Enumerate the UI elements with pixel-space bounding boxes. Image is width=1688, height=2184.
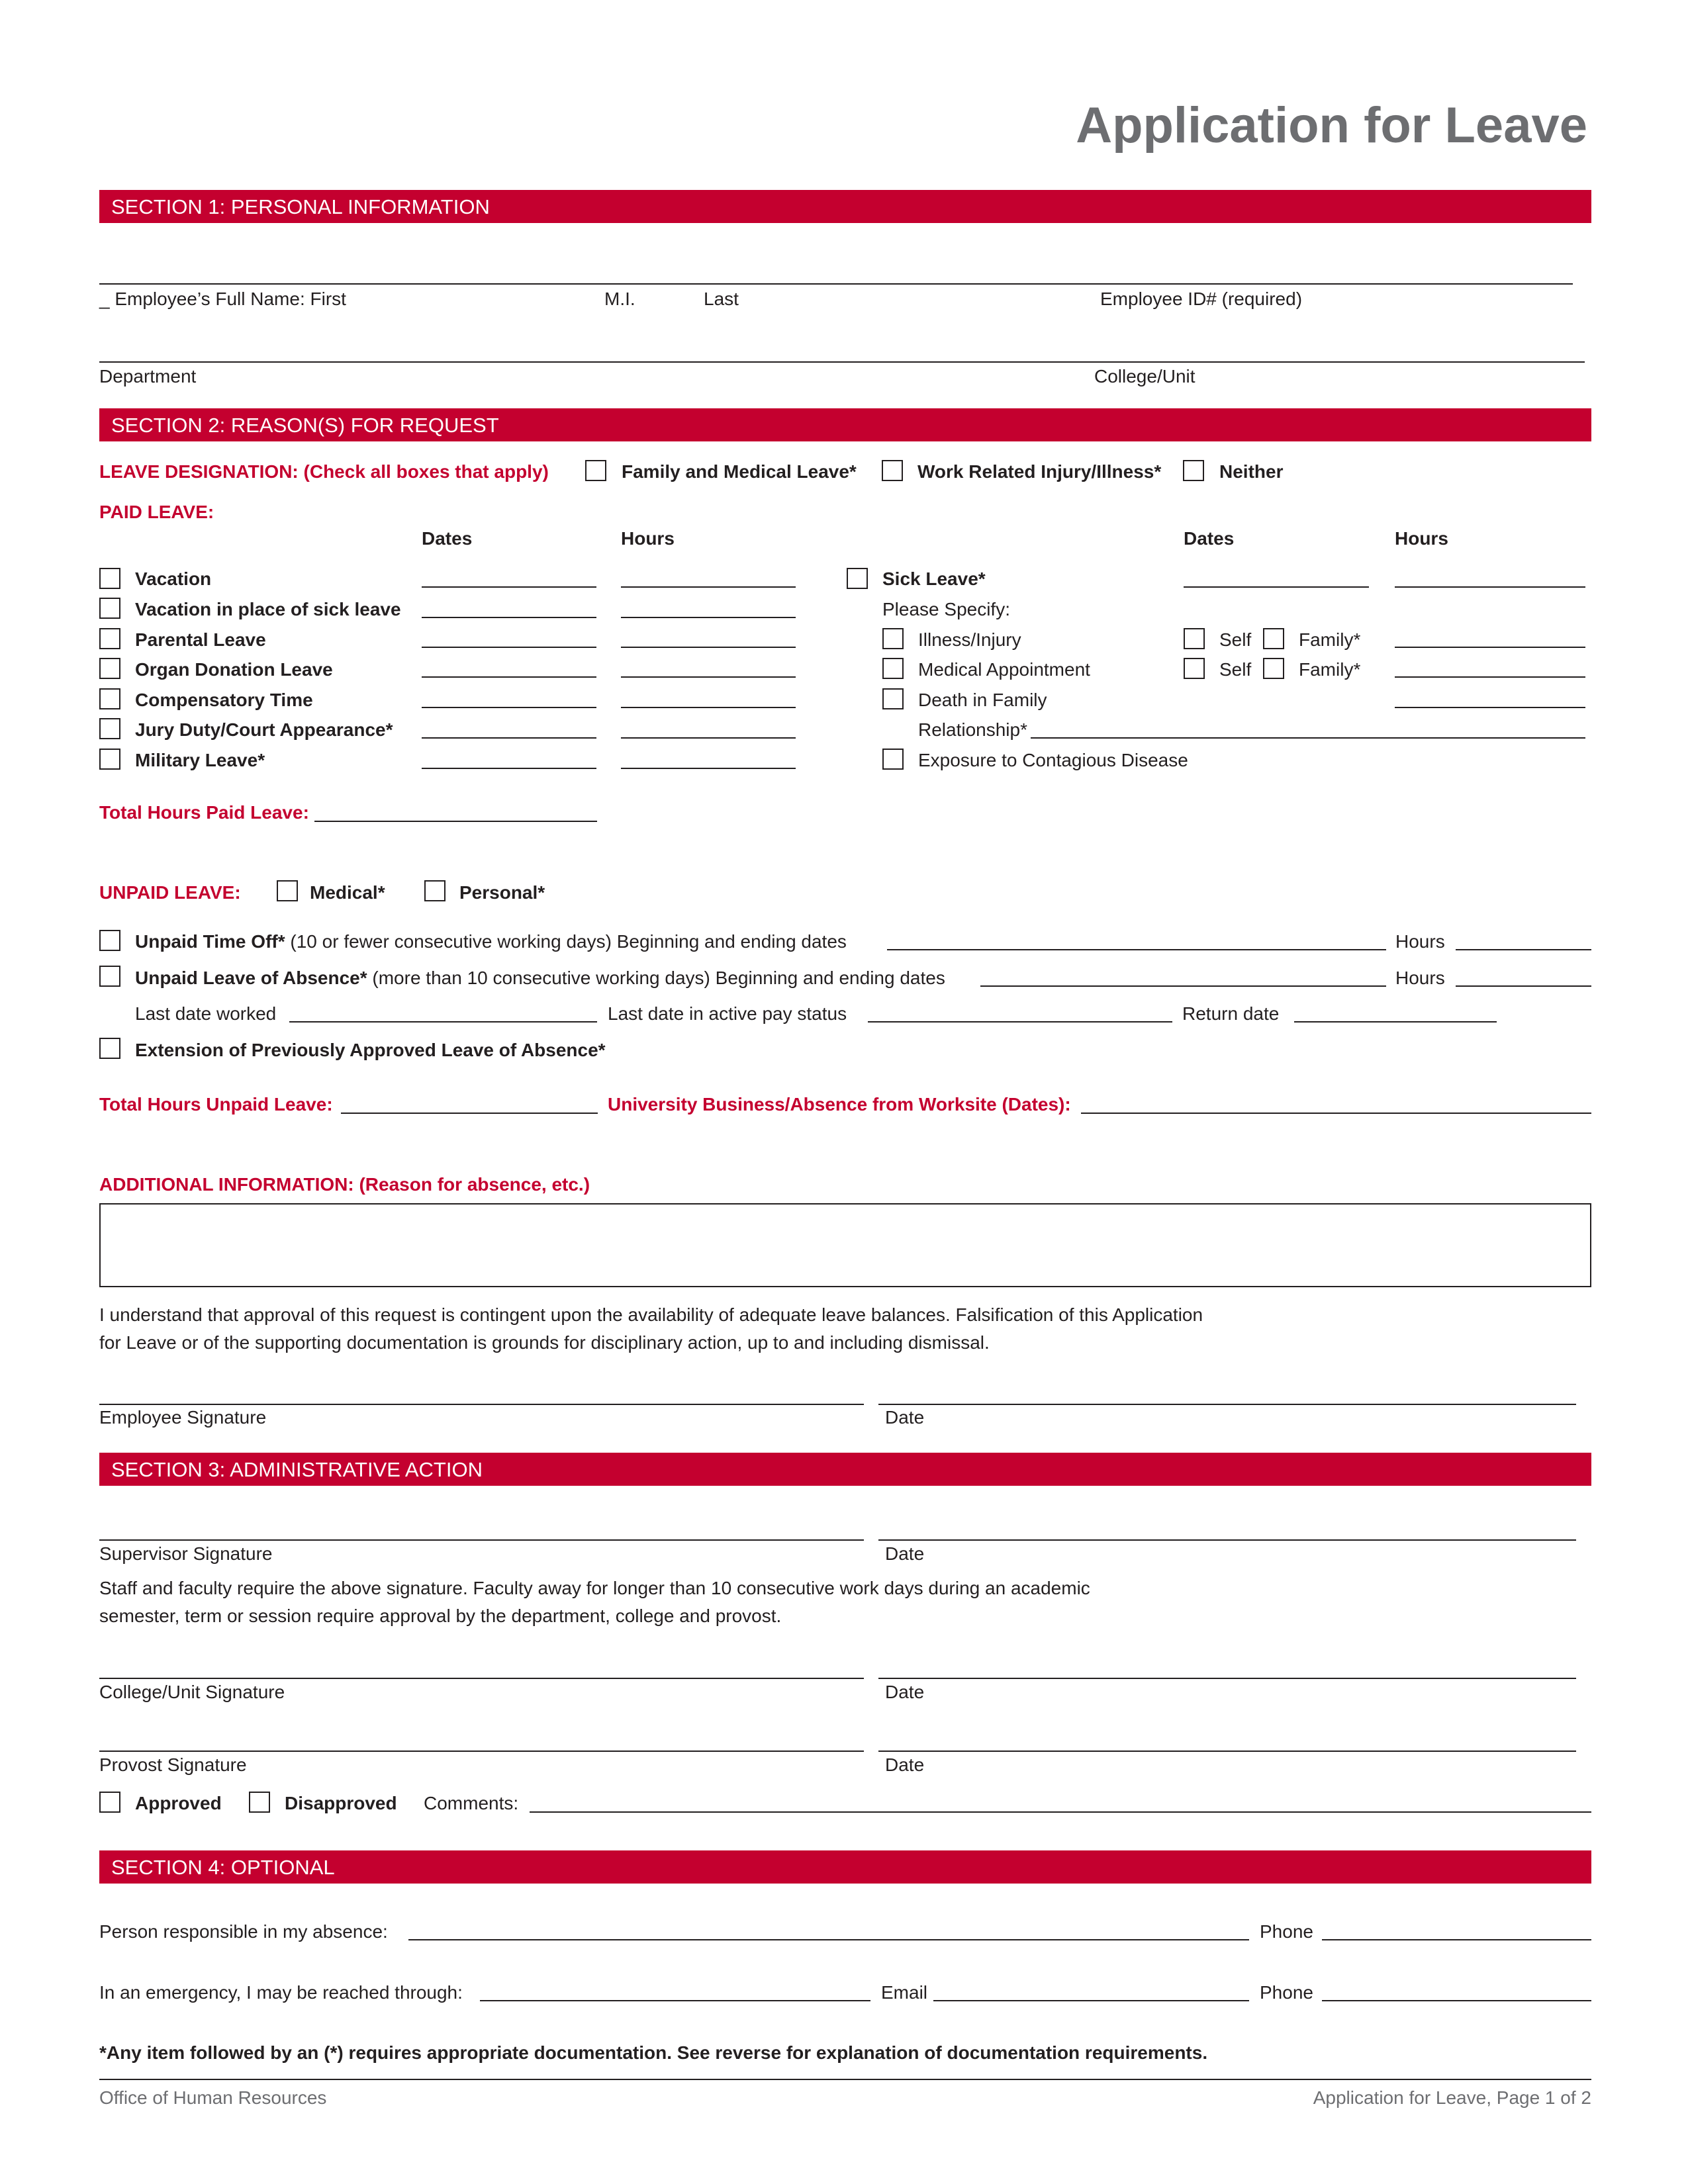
emergency-label: In an emergency, I may be reached through: <box>99 1982 463 2003</box>
department-line <box>99 361 1585 363</box>
illness-self-label: Self <box>1219 629 1252 650</box>
faculty-note-line-1: Staff and faculty require the above signature. Faculty away for longer than 10 consecutive work days during an academic <box>99 1578 1090 1598</box>
mi-label: M.I. <box>604 289 635 309</box>
total-unpaid-label: Total Hours Unpaid Leave: <box>99 1094 333 1115</box>
name-line <box>99 283 1573 285</box>
college-signature-line[interactable] <box>99 1678 864 1679</box>
medical-family-checkbox[interactable] <box>1263 658 1284 679</box>
section-2-header <box>99 408 1591 441</box>
section-4-title: SECTION 4: OPTIONAL <box>111 1856 335 1879</box>
acknowledgement-line-1: I understand that approval of this request is contingent upon the availability of adequate leave balances. Falsification of this Application <box>99 1304 1203 1325</box>
vacation-sick-label: Vacation in place of sick leave <box>135 599 401 619</box>
college-date-label: Date <box>885 1682 925 1702</box>
section-1-title: SECTION 1: PERSONAL INFORMATION <box>111 195 490 218</box>
vacation-dates-line[interactable] <box>422 586 596 588</box>
work-injury-label: Work Related Injury/Illness* <box>917 461 1162 482</box>
illness-checkbox[interactable] <box>882 628 904 649</box>
unpaid-timeoff-checkbox[interactable] <box>99 930 120 951</box>
timeoff-hours-line[interactable] <box>1456 949 1591 950</box>
vacation-sick-hours-line[interactable] <box>621 617 796 618</box>
contagious-checkbox[interactable] <box>882 749 904 770</box>
military-hours-line[interactable] <box>621 768 796 769</box>
last-active-label: Last date in active pay status <box>608 1003 847 1024</box>
medical-family-label: Family* <box>1299 659 1361 680</box>
page-title: Application for Leave <box>1076 97 1587 154</box>
extension-label: Extension of Previously Approved Leave of Absence* <box>135 1040 606 1060</box>
return-date-line[interactable] <box>1294 1021 1497 1023</box>
footer-office: Office of Human Resources <box>99 2087 327 2108</box>
last-name-label: Last <box>704 289 739 309</box>
sick-leave-label: Sick Leave* <box>882 569 986 589</box>
employee-id-label: Employee ID# (required) <box>1100 289 1303 309</box>
emergency-phone-label: Phone <box>1260 1982 1313 2003</box>
unpaid-timeoff-detail: (10 or fewer consecutive working days) Beginning and ending dates <box>285 931 847 952</box>
jury-duty-dates-line[interactable] <box>422 737 596 739</box>
please-specify-label: Please Specify: <box>882 599 1010 619</box>
last-worked-line[interactable] <box>289 1021 597 1023</box>
section-3-header <box>99 1453 1591 1486</box>
parental-hours-line[interactable] <box>621 647 796 648</box>
paid-leave-label: PAID LEAVE: <box>99 502 214 522</box>
medical-self-label: Self <box>1219 659 1252 680</box>
illness-family-checkbox[interactable] <box>1263 628 1284 649</box>
unpaid-absence-label: Unpaid Leave of Absence* <box>135 968 367 988</box>
provost-signature-label: Provost Signature <box>99 1754 247 1775</box>
parental-dates-line[interactable] <box>422 647 596 648</box>
neither-label: Neither <box>1219 461 1284 482</box>
disapproved-checkbox[interactable] <box>249 1792 270 1813</box>
organ-donation-hours-line[interactable] <box>621 676 796 678</box>
comp-time-checkbox[interactable] <box>99 688 120 709</box>
jury-duty-label: Jury Duty/Court Appearance* <box>135 719 393 740</box>
medical-appt-checkbox[interactable] <box>882 658 904 679</box>
unpaid-absence-checkbox[interactable] <box>99 966 120 987</box>
illness-family-label: Family* <box>1299 629 1361 650</box>
absence-hours-line[interactable] <box>1456 985 1591 987</box>
college-signature-label: College/Unit Signature <box>99 1682 285 1702</box>
section-4-header <box>99 1850 1591 1884</box>
fmla-label: Family and Medical Leave* <box>622 461 857 482</box>
unpaid-timeoff-text <box>135 931 847 953</box>
responsible-phone-label: Phone <box>1260 1921 1313 1942</box>
neither-checkbox[interactable] <box>1183 460 1204 481</box>
comments-line[interactable] <box>530 1811 1591 1813</box>
leave-designation-label: LEAVE DESIGNATION: (Check all boxes that apply) <box>99 461 549 482</box>
sick-hours-header: Hours <box>1395 528 1448 549</box>
death-family-checkbox[interactable] <box>882 688 904 709</box>
department-label: Department <box>99 366 197 387</box>
additional-info-label: ADDITIONAL INFORMATION: (Reason for absence, etc.) <box>99 1174 590 1195</box>
total-unpaid-line[interactable] <box>341 1113 598 1114</box>
provost-date-label: Date <box>885 1754 925 1775</box>
last-active-line[interactable] <box>868 1021 1172 1023</box>
vacation-label: Vacation <box>135 569 212 589</box>
comments-label: Comments: <box>424 1793 519 1813</box>
timeoff-dates-line[interactable] <box>887 949 1386 950</box>
absence-dates-line[interactable] <box>980 985 1386 987</box>
organ-donation-dates-line[interactable] <box>422 676 596 678</box>
section-1-header <box>99 190 1591 223</box>
absence-hours-label: Hours <box>1395 968 1445 988</box>
medical-appt-label: Medical Appointment <box>918 659 1090 680</box>
jury-duty-hours-line[interactable] <box>621 737 796 739</box>
documentation-note: *Any item followed by an (*) requires appropriate documentation. See reverse for explanation of documentation requirements. <box>99 2042 1208 2063</box>
unpaid-medical-checkbox[interactable] <box>277 880 298 901</box>
unpaid-personal-checkbox[interactable] <box>424 880 445 901</box>
jury-duty-checkbox[interactable] <box>99 718 120 739</box>
relationship-line[interactable] <box>1031 737 1585 739</box>
unpaid-medical-label: Medical* <box>310 882 385 903</box>
return-date-label: Return date <box>1182 1003 1280 1024</box>
additional-info-textarea[interactable] <box>99 1203 1591 1287</box>
paid-hours-header: Hours <box>621 528 675 549</box>
unpaid-timeoff-label: Unpaid Time Off* <box>135 931 285 952</box>
responsible-label: Person responsible in my absence: <box>99 1921 388 1942</box>
vacation-sick-dates-line[interactable] <box>422 617 596 618</box>
emergency-line[interactable] <box>480 2000 870 2001</box>
comp-time-dates-line[interactable] <box>422 707 596 708</box>
employee-date-label: Date <box>885 1407 925 1428</box>
email-line[interactable] <box>933 2000 1249 2001</box>
section-2-title: SECTION 2: REASON(S) FOR REQUEST <box>111 414 499 437</box>
full-name-label: _ Employee’s Full Name: First <box>99 289 346 309</box>
extension-checkbox[interactable] <box>99 1038 120 1059</box>
last-worked-label: Last date worked <box>135 1003 277 1024</box>
total-paid-label: Total Hours Paid Leave: <box>99 802 309 823</box>
emergency-phone-line[interactable] <box>1322 2000 1591 2001</box>
college-unit-label: College/Unit <box>1094 366 1196 387</box>
footer-divider <box>99 2079 1591 2080</box>
medical-hours-line[interactable] <box>1395 676 1585 678</box>
relationship-label: Relationship* <box>918 719 1027 740</box>
parental-checkbox[interactable] <box>99 628 120 649</box>
parental-label: Parental Leave <box>135 629 266 650</box>
responsible-line[interactable] <box>408 1939 1249 1940</box>
illness-self-checkbox[interactable] <box>1184 628 1205 649</box>
unpaid-absence-detail: (more than 10 consecutive working days) Beginning and ending dates <box>367 968 945 988</box>
email-label: Email <box>881 1982 928 2003</box>
total-paid-line[interactable] <box>314 821 597 822</box>
sick-dates-header: Dates <box>1184 528 1235 549</box>
faculty-note-line-2: semester, term or session require approval by the department, college and provost. <box>99 1606 782 1626</box>
unpaid-absence-text <box>135 967 945 989</box>
timeoff-hours-label: Hours <box>1395 931 1445 952</box>
approved-checkbox[interactable] <box>99 1792 120 1813</box>
vacation-sick-checkbox[interactable] <box>99 598 120 619</box>
footer-page-number: Application for Leave, Page 1 of 2 <box>1313 2087 1591 2108</box>
death-hours-line[interactable] <box>1395 707 1585 708</box>
employee-date-line[interactable] <box>878 1404 1576 1405</box>
college-date-line[interactable] <box>878 1678 1576 1679</box>
acknowledgement-line-2: for Leave or of the supporting documentation is grounds for disciplinary action, up to and including dismissal. <box>99 1332 990 1353</box>
military-checkbox[interactable] <box>99 749 120 770</box>
comp-time-hours-line[interactable] <box>621 707 796 708</box>
military-label: Military Leave* <box>135 750 265 770</box>
supervisor-date-label: Date <box>885 1543 925 1564</box>
paid-dates-header: Dates <box>422 528 473 549</box>
university-business-label: University Business/Absence from Worksite (Dates): <box>608 1094 1071 1115</box>
comp-time-label: Compensatory Time <box>135 690 313 710</box>
vacation-hours-line[interactable] <box>621 586 796 588</box>
provost-date-line[interactable] <box>878 1751 1576 1752</box>
disapproved-label: Disapproved <box>285 1793 397 1813</box>
military-dates-line[interactable] <box>422 768 596 769</box>
sick-leave-checkbox[interactable] <box>847 568 868 589</box>
vacation-checkbox[interactable] <box>99 568 120 589</box>
sick-dates-line[interactable] <box>1184 586 1369 588</box>
provost-signature-line[interactable] <box>99 1751 864 1752</box>
illness-hours-line[interactable] <box>1395 647 1585 648</box>
supervisor-signature-line[interactable] <box>99 1539 864 1541</box>
organ-donation-label: Organ Donation Leave <box>135 659 333 680</box>
fmla-checkbox[interactable] <box>585 460 606 481</box>
supervisor-signature-label: Supervisor Signature <box>99 1543 273 1564</box>
sick-hours-line[interactable] <box>1395 586 1585 588</box>
organ-donation-checkbox[interactable] <box>99 658 120 679</box>
unpaid-personal-label: Personal* <box>459 882 545 903</box>
contagious-label: Exposure to Contagious Disease <box>918 750 1188 770</box>
department-input[interactable] <box>106 340 1562 360</box>
university-business-line[interactable] <box>1081 1113 1591 1114</box>
employee-signature-line[interactable] <box>99 1404 864 1405</box>
employee-signature-label: Employee Signature <box>99 1407 267 1428</box>
employee-name-input[interactable] <box>106 262 1562 282</box>
medical-self-checkbox[interactable] <box>1184 658 1205 679</box>
section-3-title: SECTION 3: ADMINISTRATIVE ACTION <box>111 1458 483 1481</box>
responsible-phone-line[interactable] <box>1322 1939 1591 1940</box>
illness-label: Illness/Injury <box>918 629 1021 650</box>
work-injury-checkbox[interactable] <box>882 460 903 481</box>
supervisor-date-line[interactable] <box>878 1539 1576 1541</box>
death-family-label: Death in Family <box>918 690 1047 710</box>
unpaid-leave-label: UNPAID LEAVE: <box>99 882 241 903</box>
approved-label: Approved <box>135 1793 222 1813</box>
